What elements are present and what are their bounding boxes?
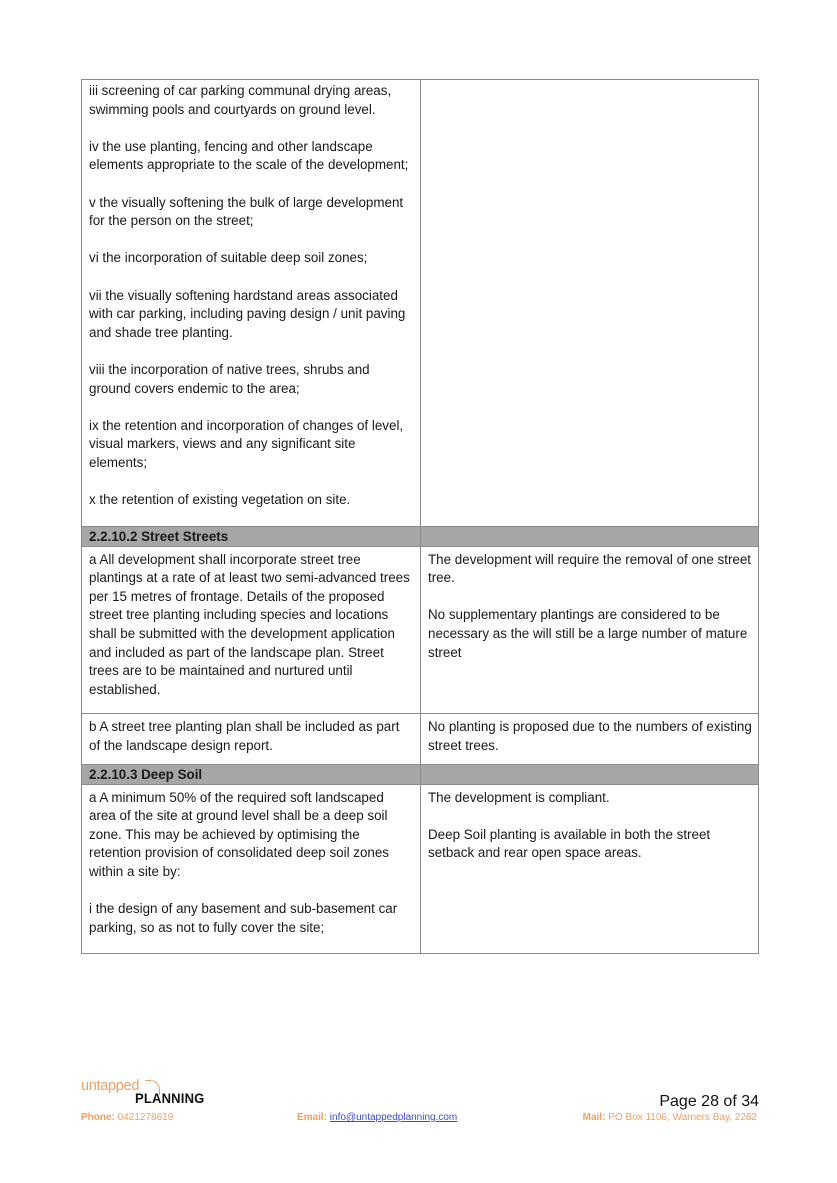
table-cell-response [421, 714, 759, 764]
phone-value: 0421278619 [117, 1112, 174, 1123]
response-text: The development will require the removal of one street tree. [428, 551, 752, 586]
response-text: No supplementary plantings are considered to be necessary as the will still be a large number of mature street [428, 607, 748, 660]
list-item: vii the visually softening hardstand areas associated with car parking, including paving design / unit paving and shade tree planting. [89, 287, 406, 340]
mail-value: PO Box 1106, Warners Bay, 2282 [608, 1112, 757, 1123]
logo-big-text: PLANNING [135, 1090, 205, 1106]
list-item: viii the incorporation of native trees, shrubs and ground covers endemic to the area; [89, 361, 370, 396]
list-item: iv the use planting, fencing and other landscape elements appropriate to the scale of the development; [89, 138, 409, 173]
table-row [82, 784, 759, 954]
table-row [82, 546, 759, 714]
assessment-table [81, 79, 759, 954]
page-number: Page 28 of 34 [659, 1093, 759, 1110]
footer-mail [583, 1112, 757, 1123]
mail-label: Mail: [582, 1112, 606, 1123]
control-text: a A minimum 50% of the required soft landscaped area of the site at ground level shall be a deep soil zone. This may be achieved by optimising the retention provision of consolidated deep soil zones within a site by: [89, 789, 389, 879]
table-row [82, 714, 759, 764]
control-text: a All development shall incorporate street tree plantings at a rate of at least two semi-advanced trees per 15 metres of frontage. Details of the proposed street tree planting including species and locations shall be submitted with the development application and included as part of the landscape plan. Street trees are to be maintained and nurtured until established. [89, 551, 410, 697]
section-heading-blank [421, 526, 759, 546]
table-cell-response [421, 784, 759, 954]
page-footer [81, 1078, 759, 1138]
table-cell-control [82, 714, 421, 764]
list-item: x the retention of existing vegetation on site. [89, 492, 351, 508]
table-cell-response [421, 80, 759, 527]
section-heading-deep-soil: 2.2.10.3 Deep Soil [82, 764, 421, 784]
table-cell-control [82, 784, 421, 954]
response-text: The development is compliant. [428, 789, 610, 805]
footer-phone [81, 1112, 173, 1123]
table-row [82, 80, 759, 527]
control-text: i the design of any basement and sub-basement car parking, so as not to fully cover the site; [89, 901, 398, 935]
section-heading-blank [421, 764, 759, 784]
table-cell-control [82, 80, 421, 527]
response-text: Deep Soil planting is available in both the street setback and rear open space areas. [428, 826, 711, 861]
control-text: b A street tree planting plan shall be included as part of the landscape design report. [89, 719, 400, 753]
email-label: Email: [297, 1112, 328, 1123]
company-logo [81, 1078, 241, 1108]
table-cell-control [82, 546, 421, 714]
section-heading-row [82, 764, 759, 784]
footer-email [297, 1112, 457, 1123]
logo-small-text: untapped [81, 1078, 140, 1094]
list-item: ix the retention and incorporation of changes of level, visual markers, views and any significant site elements; [89, 417, 404, 470]
response-text: No planting is proposed due to the numbers of existing street trees. [428, 719, 752, 753]
table-cell-response [421, 546, 759, 714]
list-item: iii screening of car parking communal drying areas, swimming pools and courtyards on ground level. [89, 83, 392, 117]
section-heading-street-trees: 2.2.10.2 Street Streets [82, 526, 421, 546]
list-item: vi the incorporation of suitable deep soil zones; [89, 250, 368, 266]
list-item: v the visually softening the bulk of large development for the person on the street; [89, 194, 404, 229]
email-link[interactable]: info@untappedplanning.com [329, 1112, 458, 1123]
section-heading-row [82, 526, 759, 546]
phone-label: Phone: [81, 1112, 115, 1123]
